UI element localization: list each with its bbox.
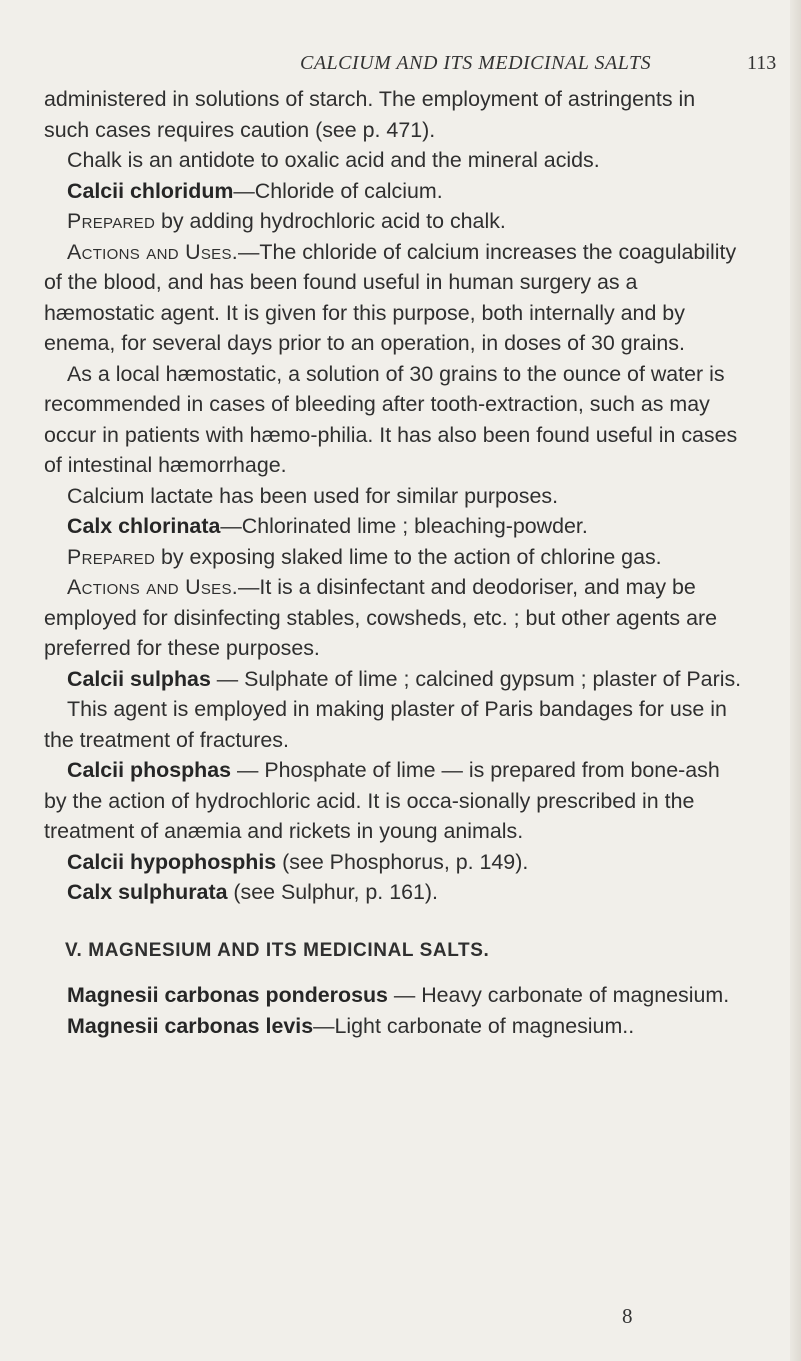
- entry-definition: (see Sulphur, p. 161).: [227, 880, 438, 904]
- paragraph-text: —The chloride of calcium increases the coagulability of the blood, and has been found useful in human surgery as a hæmostatic agent. It is given for this purpose, both internally and by enema, for several days prior to an operation, in doses of 30 grains.: [44, 239, 737, 355]
- paragraph: [44, 237, 744, 359]
- paragraph: administered in solutions of starch. The employment of astringents in such cases requires caution (see p. 471).: [44, 87, 696, 142]
- entry-calx-chlorinata: [44, 511, 744, 542]
- entry-term: Calx chlorinata: [67, 514, 221, 538]
- entry-magnesii-carbonas-ponderosus: [44, 980, 744, 1011]
- entry-term: Magnesii carbonas ponderosus: [67, 983, 388, 1007]
- entry-definition: — Sulphate of lime ; calcined gypsum ; plaster of Paris.: [210, 666, 742, 691]
- entry-calcii-hypophosphis: [44, 847, 744, 878]
- entry-definition: — Phosphate of lime — is prepared from bone-ash by the action of hydrochloric acid. It is occa-sionally prescribed in the treatment of anæmia and rickets in young animals.: [44, 758, 720, 843]
- signature-mark: 8: [622, 1304, 633, 1328]
- section-heading: V. MAGNESIUM AND ITS MEDICINAL SALTS.: [65, 939, 490, 961]
- run-in-label: Actions and Uses.: [67, 239, 238, 264]
- entry-definition: —Chloride of calcium.: [233, 178, 443, 203]
- paragraph: [44, 572, 744, 664]
- run-in-label: Actions and Uses.: [67, 575, 238, 599]
- run-in-label: Prepared: [67, 209, 156, 233]
- paragraph: Chalk is an antidote to oxalic acid and the mineral acids.: [67, 148, 600, 172]
- entry-definition: —Light carbonate of magnesium..: [313, 1013, 635, 1038]
- entry-term: Calcii sulphas: [67, 666, 211, 691]
- entry-term: Calcii hypophosphis: [67, 849, 277, 874]
- paragraph: [44, 206, 744, 237]
- run-in-label: Prepared: [67, 544, 156, 569]
- paragraph: [44, 542, 744, 573]
- entry-calcii-phosphas: [44, 755, 744, 847]
- entry-calcii-chloridum: [44, 176, 744, 207]
- body-text: [44, 84, 744, 1041]
- page-number: 113: [747, 52, 777, 74]
- entry-definition: —Chlorinated lime ; bleaching-powder.: [220, 514, 588, 538]
- entry-calx-sulphurata: [44, 877, 744, 908]
- entry-term: Calx sulphurata: [67, 880, 228, 904]
- entry-term: Magnesii carbonas levis: [67, 1013, 314, 1038]
- entry-term: Calcii phosphas: [67, 758, 232, 782]
- paragraph-text: —It is a disinfectant and deodoriser, and may be employed for disinfecting stables, cowsheds, etc. ; but other agents are preferred for these purposes.: [44, 575, 717, 660]
- entry-calcii-sulphas: [44, 664, 744, 695]
- paragraph-text: by adding hydrochloric acid to chalk.: [155, 209, 506, 233]
- entry-definition: — Heavy carbonate of magnesium.: [387, 983, 730, 1007]
- paragraph: As a local hæmostatic, a solution of 30 grains to the ounce of water is recommended in cases of bleeding after tooth-extraction, such as may occur in patients with hæmo-philia. It has also been found useful in cases of intestinal hæmorrhage.: [44, 361, 738, 477]
- entry-term: Calcii chloridum: [67, 178, 234, 203]
- running-head: CALCIUM AND ITS MEDICINAL SALTS: [300, 52, 652, 74]
- paragraph-text: by exposing slaked lime to the action of chlorine gas.: [155, 544, 662, 569]
- paragraph: This agent is employed in making plaster of Paris bandages for use in the treatment of fractures.: [44, 697, 727, 752]
- entry-magnesii-carbonas-levis: [44, 1011, 744, 1042]
- page-edge: [790, 0, 801, 1361]
- entry-definition: (see Phosphorus, p. 149).: [276, 849, 529, 874]
- paragraph: Calcium lactate has been used for similar purposes.: [67, 483, 559, 508]
